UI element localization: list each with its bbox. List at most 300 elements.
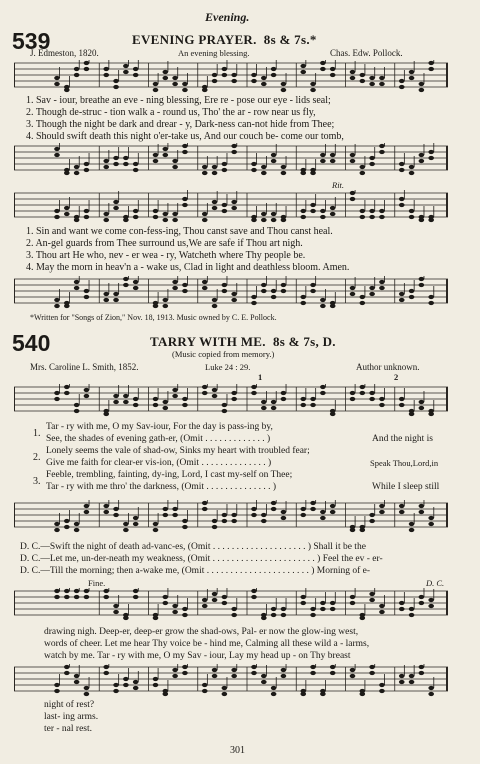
note-head (222, 283, 228, 287)
note-head (409, 528, 415, 532)
note-head (172, 388, 178, 392)
note-head (369, 519, 375, 523)
note-head (172, 513, 178, 517)
note-head (182, 82, 188, 86)
hymn-539-verse-2a: 2. Though de-struc - tion walk a - round us, Tho' the ar - row near us fly, (26, 107, 316, 118)
note-head (54, 153, 60, 157)
note-head (222, 409, 228, 413)
note-head (409, 295, 415, 299)
note-head (320, 391, 326, 395)
fine-mark: Fine. (88, 578, 106, 588)
note-head (172, 218, 178, 222)
note-head (54, 215, 60, 219)
hymn-539-composer: Chas. Edw. Pollock. (330, 48, 403, 58)
note-head (74, 409, 80, 413)
hymn-540-title-text: TARRY WITH ME. (150, 334, 266, 349)
note-head (202, 604, 208, 608)
note-head (379, 397, 385, 401)
note-head (84, 295, 90, 299)
note-head (113, 292, 119, 296)
note-head (310, 665, 316, 669)
hymn-540-author: Mrs. Caroline L. Smith, 1852. (30, 362, 139, 372)
note-head (123, 394, 129, 398)
note-head (231, 200, 237, 204)
note-head (231, 613, 237, 617)
hymn-539-verse-3a: 3. Though the night be dark and drear - y, Dark-ness can-not hide from Thee; (26, 119, 335, 130)
note-head (212, 165, 218, 169)
note-head (271, 613, 277, 617)
music-system-539-b-treble (14, 190, 448, 224)
hymn-539-verse-2b: 2. An-gel guards from Thee surround us,We are safe if Thou art nigh. (26, 238, 303, 249)
note-head (133, 73, 139, 77)
note-head (399, 674, 405, 678)
note-head (64, 519, 70, 523)
note-head (251, 168, 257, 172)
note-head (399, 607, 405, 611)
note-head (113, 683, 119, 687)
note-head (54, 689, 60, 693)
note-head (153, 397, 159, 401)
note-head (231, 144, 237, 148)
note-head (103, 589, 109, 593)
note-head (222, 686, 228, 690)
note-head (231, 391, 237, 395)
note-head (320, 304, 326, 308)
note-head (281, 668, 287, 672)
note-head (379, 280, 385, 284)
note-head (320, 67, 326, 71)
note-head (64, 304, 70, 308)
note-head (409, 613, 415, 617)
hymn-540-meter: 8s & 7s, D. (272, 334, 336, 349)
note-head (428, 686, 434, 690)
note-head (350, 76, 356, 80)
note-head (64, 385, 70, 389)
note-head (251, 391, 257, 395)
note-head (212, 200, 218, 204)
hymn-540-verse-1b: See, the shades of evening gath-er, (Omit . . . . . . . . . . . . . ) (46, 434, 271, 444)
note-head (182, 289, 188, 293)
note-head (54, 683, 60, 687)
note-head (133, 522, 139, 526)
note-head (261, 680, 267, 684)
note-head (212, 388, 218, 392)
note-head (360, 295, 366, 299)
note-head (103, 159, 109, 163)
note-head (330, 159, 336, 163)
dc-line-3: D. C.—Till the morning; then a-wake me, (Omit . . . . . . . . . . . . . . . . . . . . . . ) Morning of e- (20, 566, 371, 576)
note-head (379, 82, 385, 86)
note-head (84, 209, 90, 213)
note-head (153, 616, 159, 620)
note-head (133, 168, 139, 172)
note-head (251, 671, 257, 675)
note-head (163, 70, 169, 74)
note-head (103, 298, 109, 302)
note-head (419, 595, 425, 599)
note-head (320, 607, 326, 611)
note-head (330, 607, 336, 611)
note-head (231, 397, 237, 401)
note-head (360, 165, 366, 169)
note-head (84, 589, 90, 593)
note-head (231, 292, 237, 296)
note-head (330, 67, 336, 71)
note-head (409, 215, 415, 219)
note-head (212, 592, 218, 596)
note-head (212, 674, 218, 678)
note-head (271, 289, 277, 293)
note-head (428, 150, 434, 154)
note-head (350, 668, 356, 672)
note-head (419, 88, 425, 92)
second-ending-mark: 2 (394, 372, 399, 382)
note-head (310, 289, 316, 293)
note-head (271, 400, 277, 404)
note-head (153, 528, 159, 532)
note-head (330, 510, 336, 514)
note-head (399, 397, 405, 401)
note-head (330, 73, 336, 77)
note-head (84, 61, 90, 65)
note-head (182, 150, 188, 154)
note-head (310, 607, 316, 611)
note-head (113, 85, 119, 89)
note-head (113, 513, 119, 517)
music-system-540-b-bass (14, 664, 448, 698)
hymn-540-subtitle: (Music copied from memory.) (172, 349, 275, 359)
page-number: 301 (230, 745, 245, 756)
note-head (163, 153, 169, 157)
note-head (419, 504, 425, 508)
note-head (261, 406, 267, 410)
note-head (64, 525, 70, 529)
note-head (222, 168, 228, 172)
note-head (379, 610, 385, 614)
note-head (310, 203, 316, 207)
note-head (172, 165, 178, 169)
note-head (350, 191, 356, 195)
note-head (419, 283, 425, 287)
note-head (281, 283, 287, 287)
note-head (300, 513, 306, 517)
note-head (428, 522, 434, 526)
note-head (74, 171, 80, 175)
note-head (281, 218, 287, 222)
music-system-539-a-bass (14, 143, 448, 177)
note-head (212, 298, 218, 302)
note-head (172, 394, 178, 398)
note-head (409, 165, 415, 169)
note-head (133, 286, 139, 290)
note-head (379, 403, 385, 407)
note-head (419, 82, 425, 86)
note-head (84, 289, 90, 293)
note-head (54, 82, 60, 86)
note-head (103, 73, 109, 77)
note-head (172, 507, 178, 511)
hymn-540-verse-2a: Lonely seems the vale of shad-ow, Sinks my heart with troubled fear; (46, 446, 310, 456)
note-head (379, 76, 385, 80)
note-head (133, 680, 139, 684)
note-head (300, 692, 306, 696)
note-head (428, 598, 434, 602)
note-head (202, 391, 208, 395)
note-head (202, 286, 208, 290)
note-head (428, 301, 434, 305)
note-head (330, 212, 336, 216)
note-head (281, 165, 287, 169)
note-head (103, 595, 109, 599)
note-head (310, 613, 316, 617)
note-head (163, 400, 169, 404)
note-head (222, 601, 228, 605)
note-head (133, 67, 139, 71)
music-system-540-a-treble (14, 384, 448, 418)
note-head (310, 82, 316, 86)
note-head (103, 67, 109, 71)
note-head (251, 79, 257, 83)
note-head (419, 277, 425, 281)
note-head (300, 397, 306, 401)
note-head (182, 203, 188, 207)
note-head (360, 209, 366, 213)
hymn-number-539: 539 (12, 28, 51, 54)
note-head (271, 73, 277, 77)
note-head (251, 589, 257, 593)
note-head (271, 501, 277, 505)
note-head (399, 203, 405, 207)
hymn-539-verse-1a: 1. Sav - iour, breathe an eve - ning blessing, Ere re - pose our eye - lids seal; (26, 95, 331, 106)
note-head (153, 215, 159, 219)
note-head (182, 607, 188, 611)
note-head (84, 394, 90, 398)
note-head (74, 73, 80, 77)
note-head (182, 144, 188, 148)
note-head (271, 67, 277, 71)
note-head (360, 385, 366, 389)
note-head (350, 286, 356, 290)
note-head (369, 215, 375, 219)
note-head (202, 171, 208, 175)
note-head (163, 595, 169, 599)
note-head (163, 76, 169, 80)
note-head (399, 680, 405, 684)
note-head (222, 289, 228, 293)
note-head (330, 153, 336, 157)
note-head (399, 403, 405, 407)
note-head (182, 671, 188, 675)
hymn-539-title (132, 32, 317, 48)
hymn-540-lower-2: words of cheer. Let me hear Thy voice be - hind me, Calming all these wild a - larms, (44, 639, 370, 649)
note-head (84, 692, 90, 696)
note-head (54, 76, 60, 80)
note-head (310, 403, 316, 407)
note-head (320, 385, 326, 389)
note-head (74, 680, 80, 684)
note-head (123, 218, 129, 222)
note-head (182, 613, 188, 617)
note-head (428, 516, 434, 520)
note-head (153, 88, 159, 92)
note-head (261, 519, 267, 523)
note-head (300, 64, 306, 68)
note-head (350, 159, 356, 163)
note-head (271, 406, 277, 410)
note-head (271, 692, 277, 696)
note-head (419, 665, 425, 669)
ritardando-mark: Rit. (332, 180, 345, 190)
note-head (261, 400, 267, 404)
note-head (320, 298, 326, 302)
note-head (251, 595, 257, 599)
note-head (300, 301, 306, 305)
note-head (379, 150, 385, 154)
note-head (379, 689, 385, 693)
note-head (369, 76, 375, 80)
note-head (103, 510, 109, 514)
note-head (369, 391, 375, 395)
note-head (212, 668, 218, 672)
note-head (163, 692, 169, 696)
note-head (163, 218, 169, 222)
note-head (369, 665, 375, 669)
hymn-540-lower-end-1: night of rest? (44, 700, 95, 710)
note-head (428, 61, 434, 65)
note-head (281, 613, 287, 617)
note-head (222, 595, 228, 599)
note-head (271, 686, 277, 690)
note-head (163, 507, 169, 511)
note-head (153, 683, 159, 687)
note-head (212, 171, 218, 175)
note-head (202, 385, 208, 389)
note-head (300, 70, 306, 74)
note-head (202, 165, 208, 169)
note-head (54, 304, 60, 308)
note-head (153, 677, 159, 681)
note-head (281, 82, 287, 86)
note-head (261, 674, 267, 678)
note-head (231, 79, 237, 83)
note-head (123, 64, 129, 68)
note-head (330, 665, 336, 669)
note-head (379, 286, 385, 290)
note-head (281, 171, 287, 175)
note-head (84, 215, 90, 219)
note-head (350, 292, 356, 296)
hymn-540-lower-end-2: last- ing arms. (44, 712, 99, 722)
note-head (360, 528, 366, 532)
note-head (399, 601, 405, 605)
dc-line-2: D. C.—Let me, un-der-neath my weakness, (Omit . . . . . . . . . . . . . . . . . . . . . . ) Feel the ev - er- (20, 554, 383, 564)
note-head (251, 385, 257, 389)
note-head (113, 79, 119, 83)
note-head (222, 67, 228, 71)
hymn-540-composer: Author unknown. (356, 362, 420, 372)
note-head (330, 412, 336, 416)
note-head (123, 400, 129, 404)
note-head (113, 156, 119, 160)
note-head (202, 501, 208, 505)
note-head (64, 171, 70, 175)
note-head (409, 674, 415, 678)
note-head (271, 607, 277, 611)
note-head (360, 301, 366, 305)
note-head (222, 513, 228, 517)
note-head (113, 507, 119, 511)
note-head (369, 156, 375, 160)
note-head (172, 668, 178, 672)
hymn-539-meter: 8s & 7s.* (263, 32, 317, 47)
note-head (123, 528, 129, 532)
note-head (222, 73, 228, 77)
hymn-539-verse-3b: 3. Thou art He who, nev - er wea - ry, Watcheth where Thy people be. (26, 250, 306, 261)
note-head (369, 162, 375, 166)
note-head (103, 218, 109, 222)
note-head (202, 507, 208, 511)
note-head (300, 215, 306, 219)
note-head (84, 67, 90, 71)
note-head (133, 516, 139, 520)
note-head (251, 507, 257, 511)
note-head (379, 144, 385, 148)
note-head (360, 391, 366, 395)
note-head (261, 165, 267, 169)
note-head (330, 671, 336, 675)
note-head (261, 289, 267, 293)
note-head (261, 616, 267, 620)
note-head (350, 595, 356, 599)
note-head (261, 513, 267, 517)
note-head (163, 513, 169, 517)
note-head (123, 156, 129, 160)
note-head (74, 286, 80, 290)
note-head (360, 616, 366, 620)
note-head (212, 598, 218, 602)
note-head (163, 304, 169, 308)
note-head (64, 88, 70, 92)
note-head (231, 674, 237, 678)
note-head (399, 298, 405, 302)
dc-mark: D. C. (426, 578, 445, 588)
hymn-539-verse-4a: 4. Should swift death this night o'er-take us, And our couch be- come our tomb, (26, 131, 344, 142)
note-head (172, 604, 178, 608)
note-head (330, 206, 336, 210)
note-head (64, 206, 70, 210)
note-head (310, 283, 316, 287)
note-head (123, 677, 129, 681)
note-head (231, 668, 237, 672)
note-head (300, 295, 306, 299)
note-head (222, 519, 228, 523)
note-head (153, 209, 159, 213)
note-head (172, 280, 178, 284)
note-head (231, 73, 237, 77)
note-head (231, 206, 237, 210)
note-head (320, 209, 326, 213)
note-head (369, 209, 375, 213)
note-head (281, 510, 287, 514)
verse-number-2: 2. (33, 452, 41, 463)
note-head (320, 601, 326, 605)
note-head (202, 218, 208, 222)
note-head (182, 525, 188, 529)
dc-line-1: D. C.—Swift the night of death ad-vanc-es, (Omit . . . . . . . . . . . . . . . . . . . . ) Shall it be the (20, 542, 366, 552)
note-head (271, 295, 277, 299)
note-head (74, 67, 80, 71)
note-head (222, 403, 228, 407)
